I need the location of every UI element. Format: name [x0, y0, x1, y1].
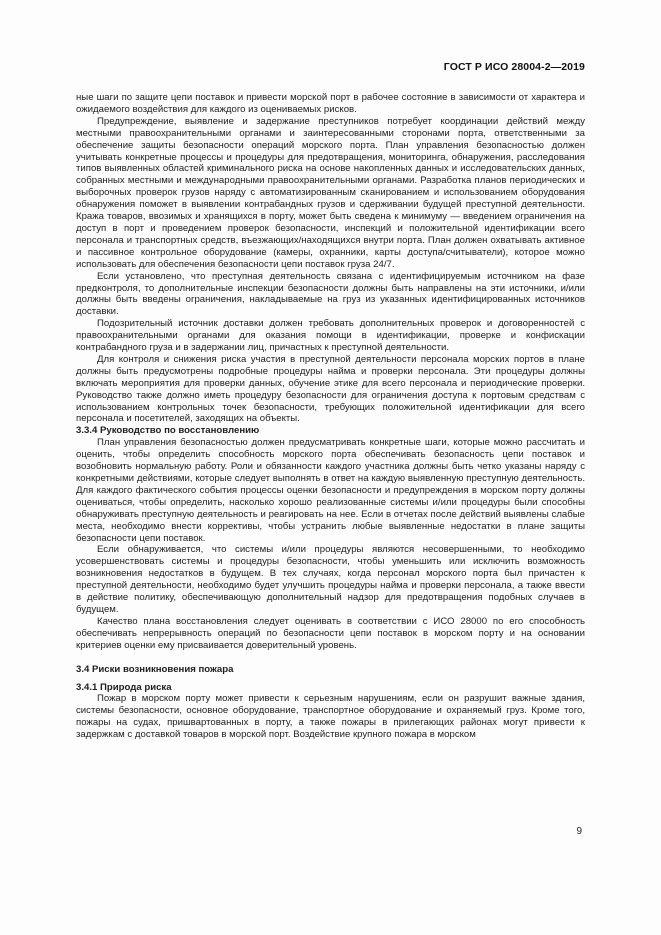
paragraph: Пожар в морском порту может привести к серьезным нарушениям, если он разрушит важные здания, системы безопасности, основное оборудование, транспортное оборудование и охраняемый груз. Кроме того, пожары на судах, пришвартованных в порту, а также пожары в прилегающих районах могут привести к задержкам с доставкой товаров в морской порт. Воздействие крупного пожара в морском [76, 693, 585, 741]
section-heading-text: 3.3.4 Руководство по восстановлению [76, 425, 260, 437]
paragraph: План управления безопасностью должен предусматривать конкретные шаги, которые можно рассчитать и оценить, чтобы определить способность морского порта обеспечивать безопасность цепи поставок и возобновить нормальную работу. Роли и обязанности каждого участника должны быть четко указаны наряду с конкретными действиями, которые следует выполнять в ответ на каждую выявленную преступную деятельность. Для каждого фактического события процессы оценки безопасности и предупреждения в морском порту должны оцениваться, чтобы определить, насколько хорошо реализованные системы и/или процедуры были способны обнаруживать преступную деятельность и реагировать на нее. Если в отчетах после действий выявлены слабые места, необходимо внести коррективы, чтобы устранить любые выявленные недостатки в плане защиты безопасности цепи поставок. [76, 437, 585, 544]
section-heading-3-3-4 [76, 425, 585, 437]
section-heading-3-4: 3.4 Риски возникновения пожара [76, 663, 234, 675]
paragraph: Подозрительный источник доставки должен требовать дополнительных проверок и договоренностей с правоохранительными органами для оказания помощи в идентификации, проверке и конфискации контрабандного груза и в задержании лиц, причастных к преступной деятельности. [76, 318, 585, 354]
paragraph: Если установлено, что преступная деятельность связана с идентифицируемым источником на фазе предконтроля, то дополнительные инспекции безопасности должны быть направлены на эти источники, и/или должны быть введены ограничения, накладываемые на груз из указанных идентифицированных источников доставки. [76, 270, 585, 318]
paragraph: Для контроля и снижения риска участия в преступной деятельности персонала морских портов в плане должны быть предусмотрены подробные процедуры найма и проверки персонала. Эти процедуры должны включать мероприятия для проверки данных, обучение этике для всего персонала и периодические проверки. Руководство также должно иметь процедуру безопасности для ограничения доступа к портовым средствам с использованием контрольных точек безопасности, требующих положительной идентификации для всего персонала и посетителей, заходящих на объекты. [76, 353, 585, 425]
paragraph: Если обнаруживается, что системы и/или процедуры являются несовершенными, то необходимо усовершенствовать системы и процедуры безопасности, чтобы уменьшить или исключить возможность возникновения недостатков в будущем. В тех случаях, когда персонал морского порта был причастен к преступной деятельности, необходимо будет улучшить процедуры найма и проверки персонала, а также ввести в действие политику, обеспечивающую дополнительный надзор для предотвращения подобных случаев в будущем. [76, 544, 585, 615]
paragraph: Качество плана восстановления следует оценивать в соответствии с ИСО 28000 по его способность обеспечивать непрерывность операций по безопасности цепи поставок в морском порту и на основании критериев оценки ему присваивается доверительный уровень. [76, 615, 585, 651]
document-header: ГОСТ Р ИСО 28004-2—2019 [443, 61, 585, 73]
page-number: 9 [576, 826, 582, 837]
paragraph: Предупреждение, выявление и задержание преступников потребует координации действий между местными правоохранительными органами и заинтересованными сторонами порта, ответственными за обеспечение защиты безопасности операций морского порта. План управления безопасностью должен учитывать конкретные процессы и процедуры для предотвращения, мониторинга, обнаружения, расследования типов выявленных областей криминального риска на основе накопленных данных и исследовательских данных, собранных местными и международными правоохранительными органами. Разработка планов периодических и выборочных проверок грузов наряду с автоматизированным сканированием и использованием оборудования обнаружения поможет в выявлении контрабандных грузов и сдерживании будущей преступной деятельности. Кража товаров, ввозимых и хранящихся в порту, может быть сведена к минимуму — введением ограничения на доступ в порт и проведением проверок безопасности, инспекций и положительной идентификации всего персонала и транспортных средств, въезжающих/находящихся внутри порта. План должен охватывать активное и пассивное контрольное оборудование (камеры, охранники, карты доступа/считыватели), которое можно использовать для обеспечения безопасности цепи поставок груза 24/7. [76, 115, 585, 270]
section-heading-3-4-1: 3.4.1 Природа риска [76, 681, 172, 693]
paragraph: ные шаги по защите цепи поставок и привести морской порт в рабочее состояние в зависимости от характера и ожидаемого воздействия для каждого из оцениваемых рисков. [76, 92, 585, 115]
document-body [76, 92, 585, 741]
